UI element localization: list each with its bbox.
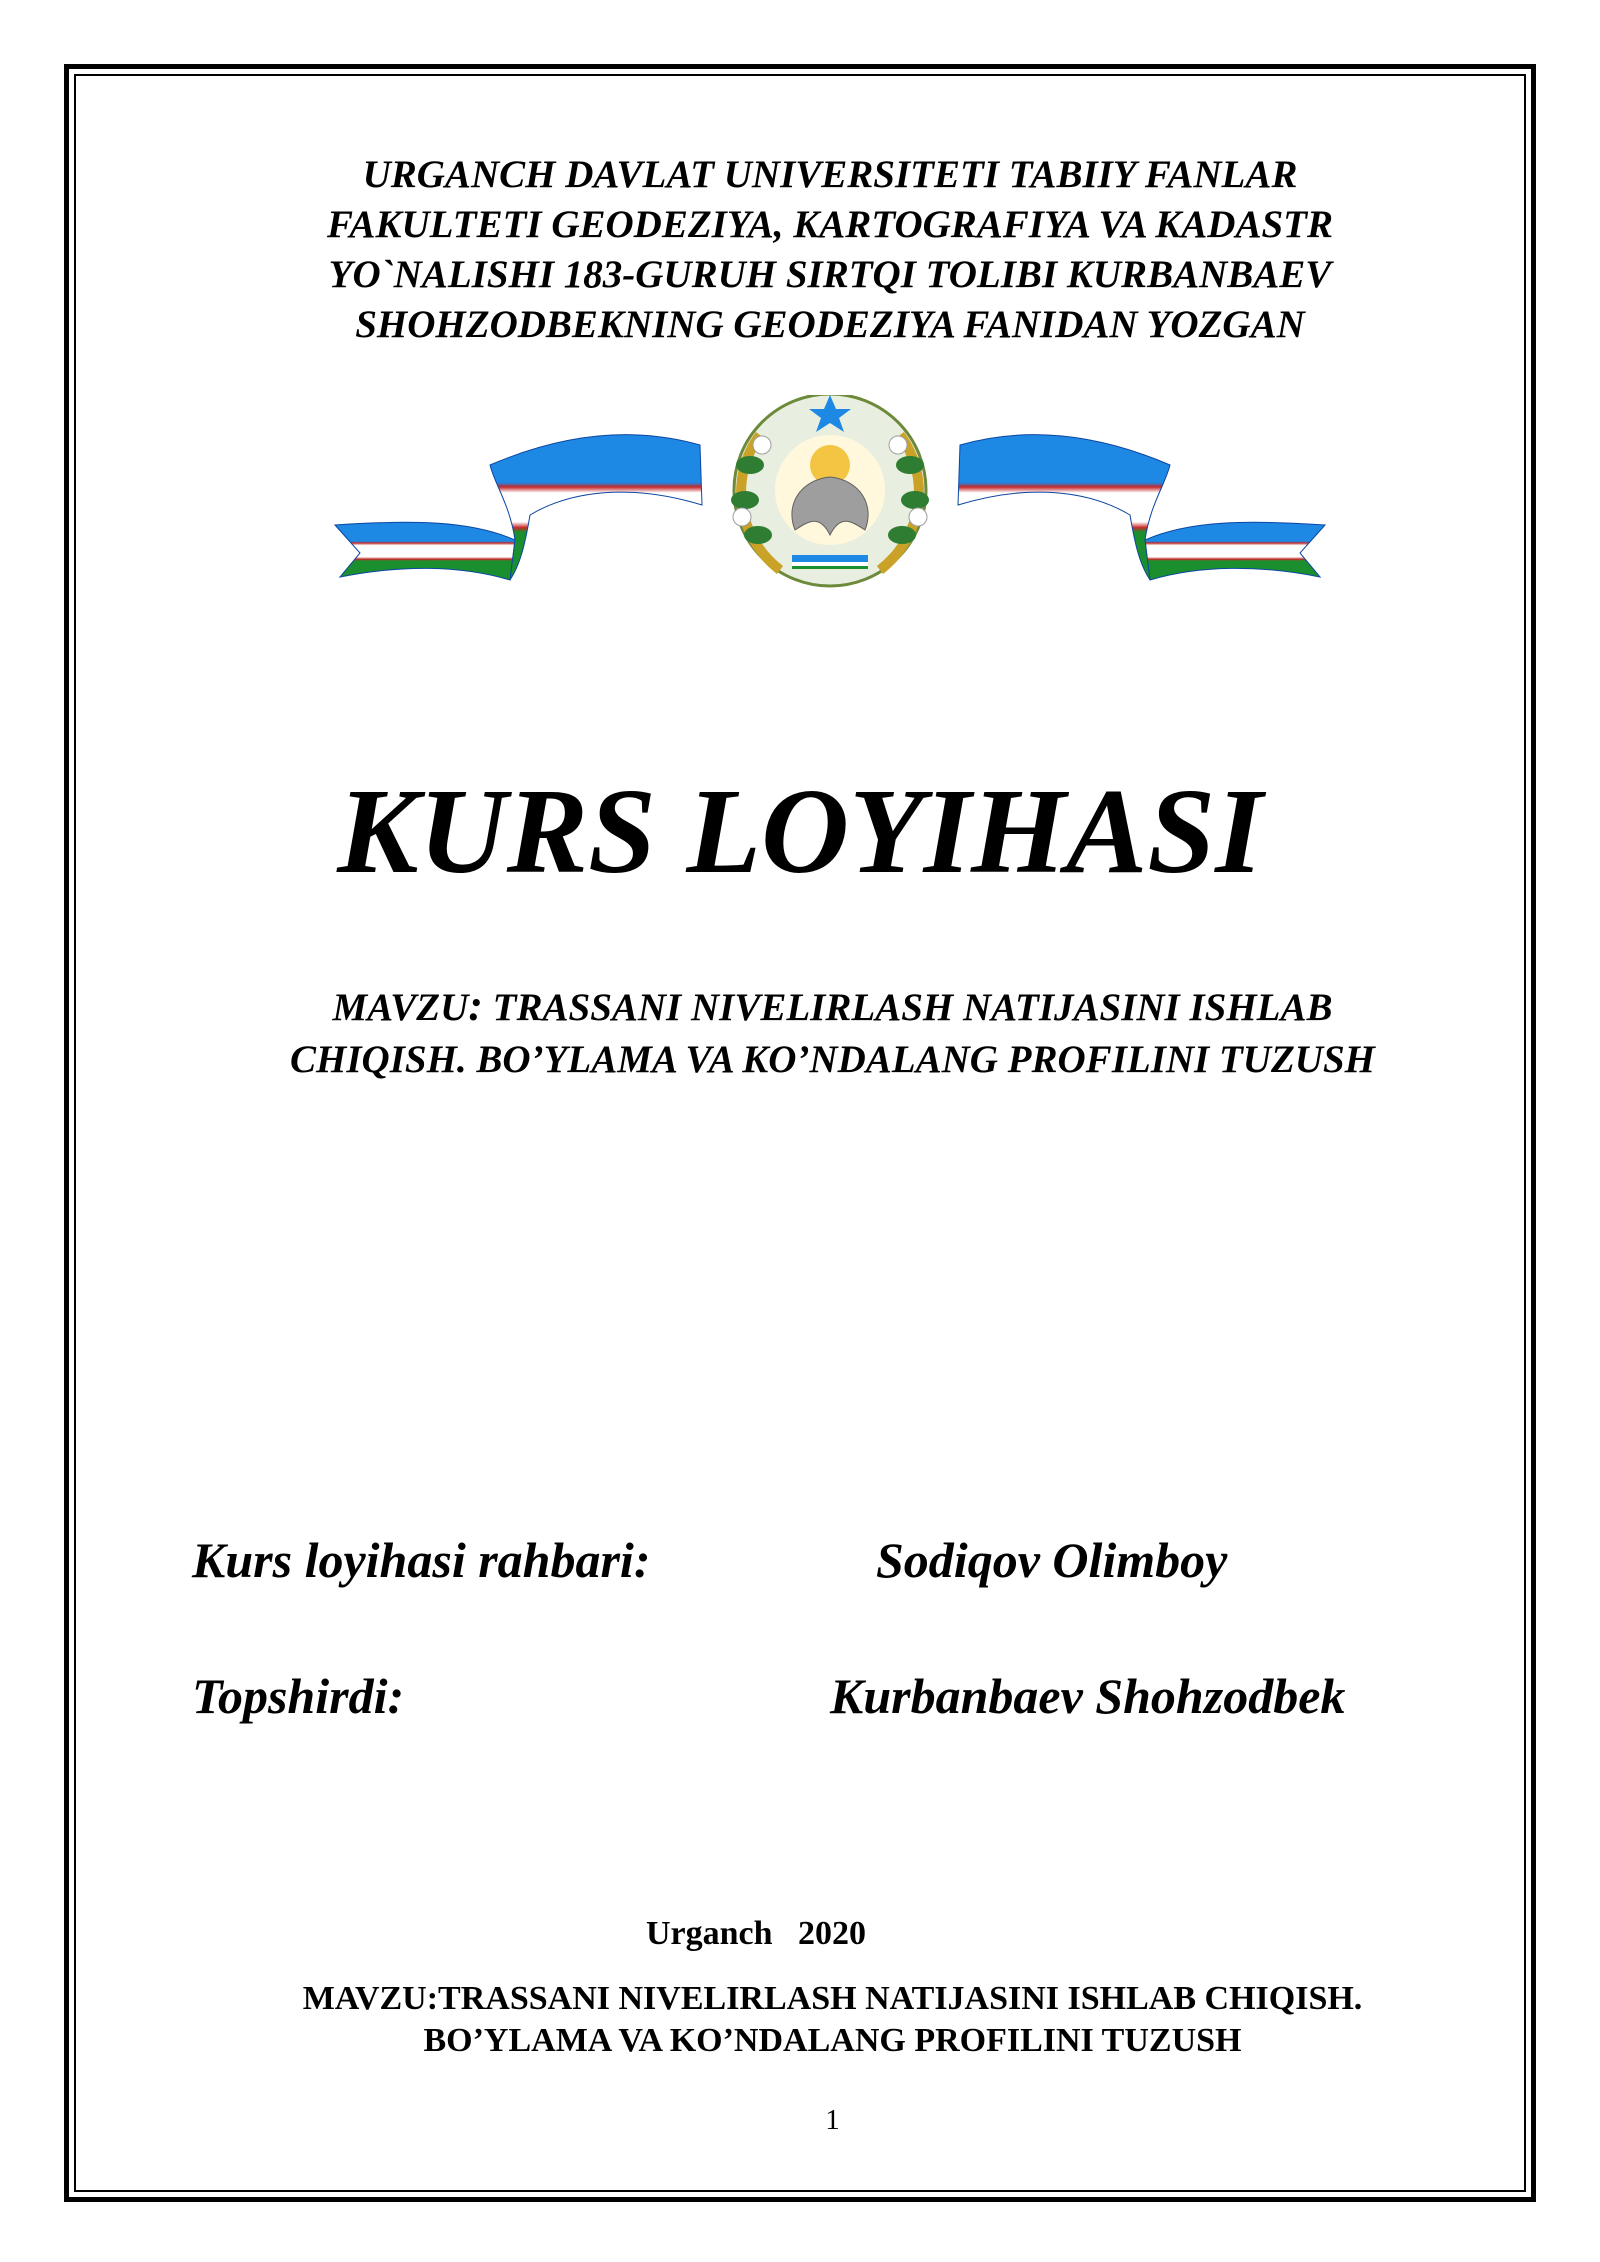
header-line: YO`NALISHI 183-GURUH SIRTQI TOLIBI KURBANBAEV: [328, 253, 1332, 296]
topic-block: [0, 980, 1600, 1086]
page-number: 1: [825, 2104, 840, 2136]
topic-prefix: MAVZU: [332, 986, 469, 1029]
topic-line-1: [0, 980, 1600, 1034]
state-emblem-image: [330, 395, 1330, 595]
footer-topic: [0, 1978, 1600, 2062]
footer-topic-line-1: MAVZU:TRASSANI NIVELIRLASH NATIJASINI ISHLAB CHIQISH.: [302, 1980, 1363, 2017]
topic-text-1: TRASSANI NIVELIRLASH NATIJASINI ISHLAB: [482, 986, 1333, 1029]
emblem-icon: [330, 395, 1330, 595]
footer-topic-line-2: BO’YLAMA VA KO’NDALANG PROFILINI TUZUSH: [423, 2022, 1242, 2059]
city-year: Urganch 2020: [645, 1915, 867, 1952]
topic-colon: :: [468, 981, 483, 1030]
header-line: FAKULTETI GEODEZIYA, KARTOGRAFIYA VA KADASTR: [327, 203, 1333, 246]
page-border-inner: [74, 74, 1526, 2192]
topic-line-2: CHIQISH. BO’YLAMA VA KO’NDALANG PROFILINI TUZUSH: [290, 1038, 1375, 1081]
header-line: URGANCH DAVLAT UNIVERSITETI TABIIY FANLAR: [362, 153, 1298, 196]
header-line: SHOHZODBEKNING GEODEZIYA FANIDAN YOZGAN: [355, 303, 1305, 346]
supervisor-label: Kurs loyihasi rahbari:: [192, 1532, 651, 1588]
submitted-label: Topshirdi:: [192, 1668, 405, 1724]
document-title: KURS LOYIHASI: [337, 764, 1263, 899]
supervisor-name: Sodiqov Olimboy: [876, 1532, 1228, 1588]
university-header: [180, 150, 1480, 350]
submitted-name: Kurbanbaev Shohzodbek: [830, 1668, 1346, 1724]
